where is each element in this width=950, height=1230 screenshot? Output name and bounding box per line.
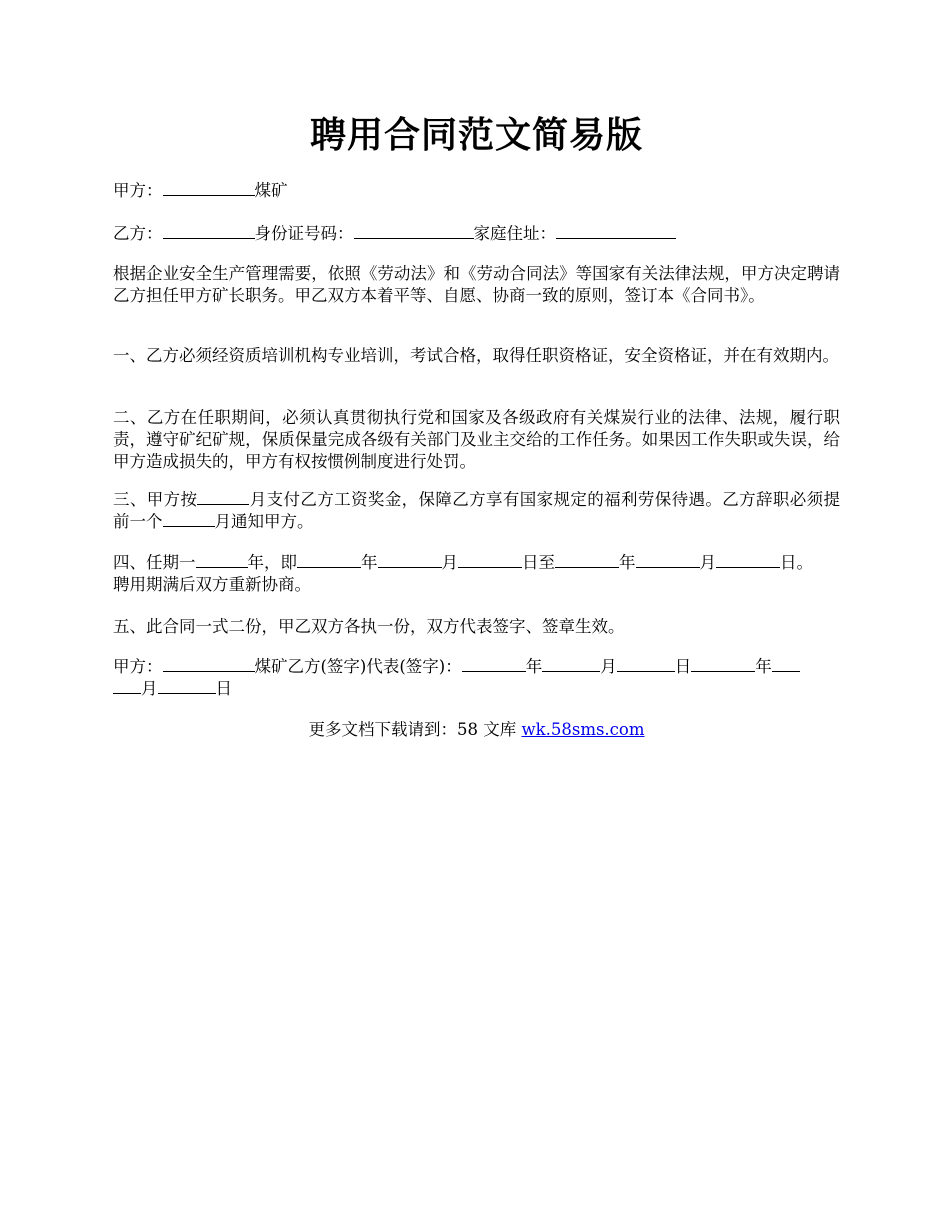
signature-mine: 煤矿 [254,657,288,676]
clause-4 [113,552,840,596]
end-year-blank [555,552,619,568]
clause-3 [113,489,840,533]
start-day-blank [458,552,522,568]
clause-1: 一、乙方必须经资质培训机构专业培训，考试合格，取得任职资格证，安全资格证，并在有效期内。 [113,346,839,365]
signature-month-blank-2b [113,678,141,694]
start-year-blank [297,552,361,568]
party-b-id-blank [354,223,474,239]
signature-day-2: 日 [215,679,232,698]
signature-party-a-label: 甲方： [113,657,163,676]
party-a-suffix: 煤矿 [254,181,288,200]
party-a-line [113,180,840,202]
signature-month-1: 月 [600,657,617,676]
signature-party-a-blank [163,656,255,672]
clause-4-day-1: 日 [522,553,539,572]
clause-4-month-2: 月 [699,553,716,572]
party-b-address-label: 家庭住址： [473,224,556,243]
start-month-blank [378,552,442,568]
footer-link[interactable]: wk.58sms.com [521,720,645,739]
party-b-id-label: 身份证号码： [254,224,354,243]
signature-year-blank-2 [691,656,755,672]
download-footer [113,719,840,741]
signature-year-1: 年 [525,657,543,676]
clause-5: 五、此合同一式二份，甲乙双方各执一份，双方代表签字、签章生效。 [113,617,625,636]
clause-3-text-1: 三、甲方按 [113,490,198,509]
signature-day-blank-2 [158,678,216,694]
signature-day-blank-1 [617,656,675,672]
clause-4-after: 聘用期满后双方重新协商。 [113,575,311,594]
clause-4-ji: ，即 [264,553,297,572]
clause-4-end: 日。 [780,553,813,572]
signature-month-blank-1 [542,656,600,672]
signature-year-blank-1 [462,656,526,672]
clause-3-blank-1 [197,489,249,505]
signature-line [113,656,840,700]
party-a-blank [163,180,255,196]
end-day-blank [716,552,780,568]
clause-4-year-2: 年 [361,553,378,572]
clause-3-text-2: 月支付乙方工资奖金，保障乙方享有国家规定的福利劳保待遇。乙方辞职必须提前一个 [113,490,840,531]
clause-4-to: 至 [538,553,555,572]
party-b-line [113,223,840,245]
intro-paragraph: 根据企业安全生产管理需要，依照《劳动法》和《劳动合同法》等国家有关法律法规，甲方决定聘请乙方担任甲方矿长职务。甲乙双方本着平等、自愿、协商一致的原则，签订本《合同书》。 [113,264,840,305]
clause-4-text-1: 四、任期一 [113,553,196,572]
clause-3-blank-2 [163,511,215,527]
term-blank [196,552,248,568]
footer-text: 更多文档下载请到：58 文库 [308,720,522,739]
signature-day-1: 日 [674,657,692,676]
end-month-blank [636,552,700,568]
party-b-label: 乙方： [113,224,163,243]
document-title: 聘用合同范文简易版 [309,114,643,156]
clause-4-year-1: 年 [247,553,264,572]
signature-month-2: 月 [141,679,158,698]
party-b-address-blank [556,223,676,239]
signature-year-2: 年 [755,657,772,676]
party-b-name-blank [163,223,255,239]
clause-4-year-3: 年 [619,553,636,572]
signature-party-b-label: 乙方(签字)代表(签字)： [287,657,462,676]
clause-2: 二、乙方在任职期间，必须认真贯彻执行党和国家及各级政府有关煤炭行业的法律、法规，履行职责，遵守矿纪矿规，保质保量完成各级有关部门及业主交给的工作任务。如果因工作失职或失误，给甲方造成损失的，甲方有权按惯例制度进行处罚。 [113,408,840,471]
party-a-label: 甲方： [113,181,163,200]
clause-3-text-3: 月通知甲方。 [214,512,314,531]
signature-month-blank-2a [772,656,800,672]
clause-4-month-1: 月 [441,553,458,572]
